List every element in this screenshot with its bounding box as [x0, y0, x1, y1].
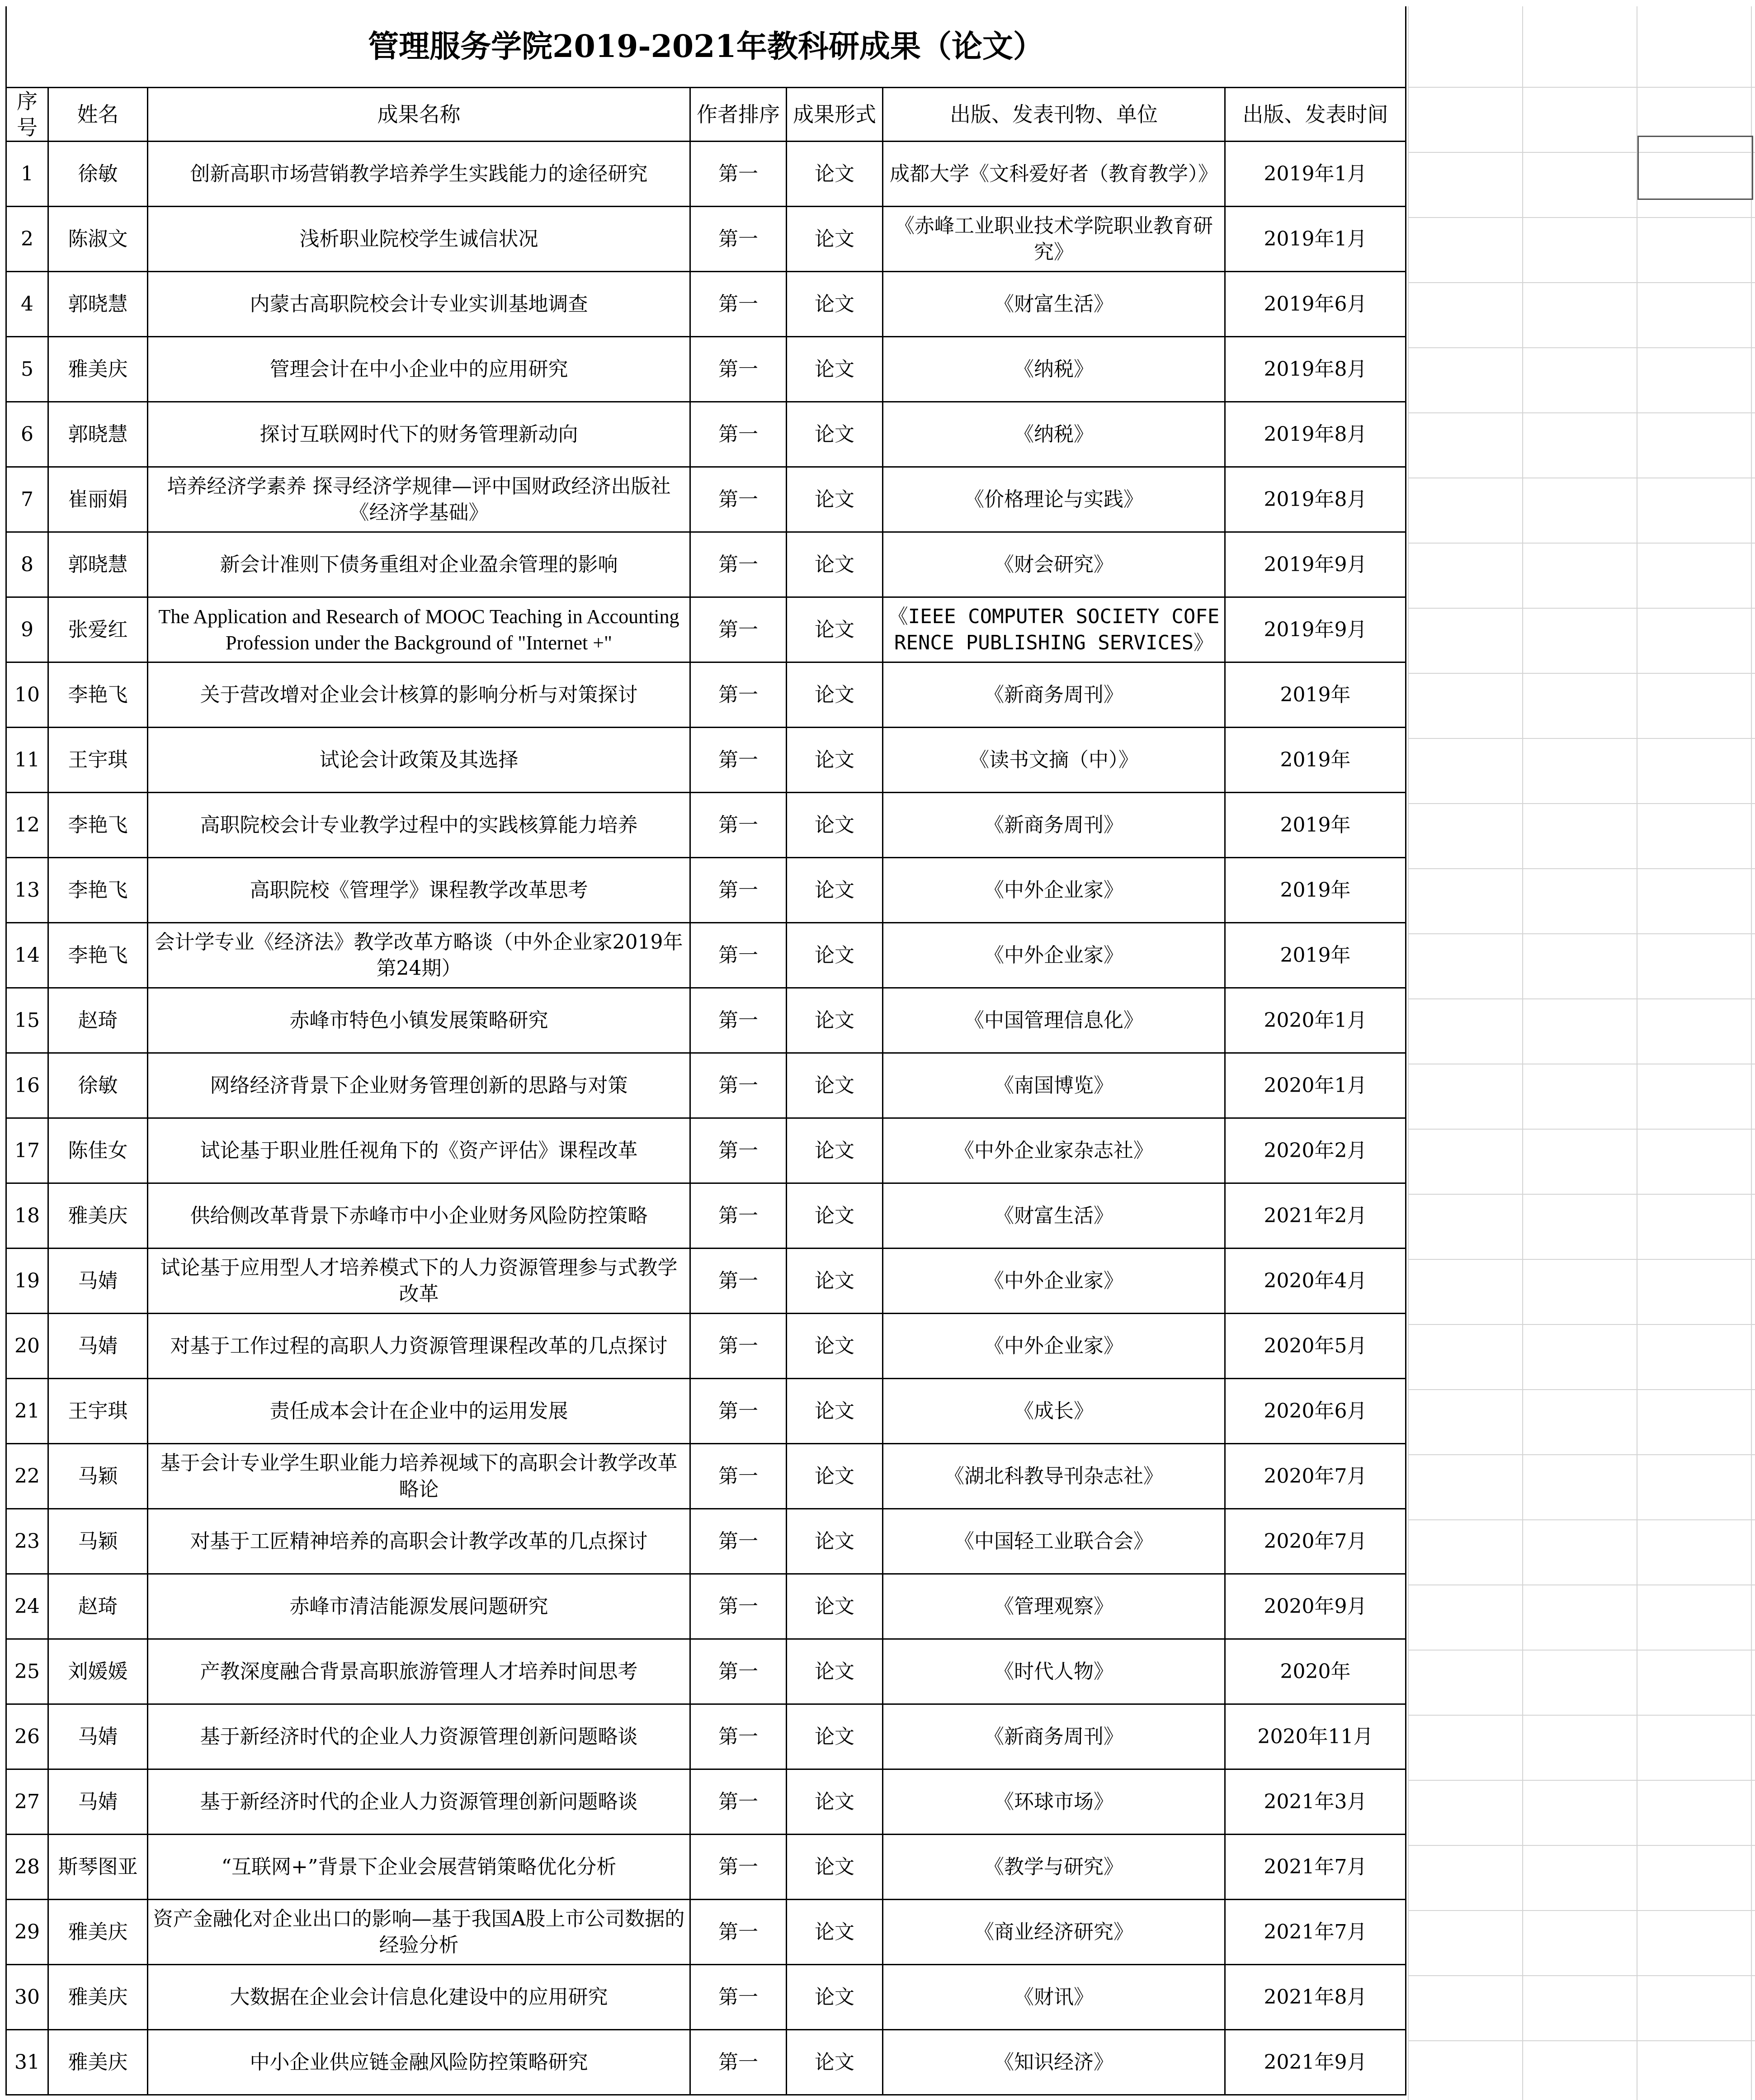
cell-rank[interactable]: 第一	[690, 207, 787, 272]
cell-time[interactable]: 2019年8月	[1225, 402, 1406, 467]
cell-form[interactable]: 论文	[787, 1900, 883, 1965]
cell-rank[interactable]: 第一	[690, 532, 787, 597]
cell-rank[interactable]: 第一	[690, 142, 787, 207]
cell-name[interactable]: 陈佳女	[48, 1118, 148, 1183]
spreadsheet-grid-area[interactable]	[1408, 6, 1755, 2100]
cell-form[interactable]: 论文	[787, 1769, 883, 1835]
cell-rank[interactable]: 第一	[690, 1835, 787, 1900]
cell-no[interactable]: 23	[6, 1509, 48, 1574]
cell-rank[interactable]: 第一	[690, 1900, 787, 1965]
table-row	[6, 1314, 1406, 1379]
table-row	[6, 988, 1406, 1053]
cell-publication[interactable]: 《商业经济研究》	[883, 1900, 1225, 1965]
cell-publication[interactable]: 《成长》	[883, 1379, 1225, 1444]
cell-rank[interactable]: 第一	[690, 337, 787, 402]
cell-no[interactable]: 26	[6, 1704, 48, 1769]
cell-rank[interactable]: 第一	[690, 728, 787, 793]
cell-publication[interactable]: 《中外企业家》	[883, 923, 1225, 988]
cell-publication[interactable]: 《财讯》	[883, 1965, 1225, 2030]
cell-form[interactable]: 论文	[787, 923, 883, 988]
cell-title[interactable]: 基于会计专业学生职业能力培养视域下的高职会计教学改革略论	[148, 1444, 690, 1509]
cell-name[interactable]: 张爱红	[48, 597, 148, 662]
cell-rank[interactable]: 第一	[690, 1639, 787, 1704]
table-row	[6, 1574, 1406, 1639]
table-row	[6, 1704, 1406, 1769]
cell-name[interactable]: 赵琦	[48, 1574, 148, 1639]
cell-form[interactable]: 论文	[787, 467, 883, 532]
cell-rank[interactable]: 第一	[690, 1053, 787, 1118]
cell-time[interactable]: 2021年3月	[1225, 1769, 1406, 1835]
cell-publication[interactable]: 《纳税》	[883, 337, 1225, 402]
table-row	[6, 467, 1406, 532]
cell-time[interactable]: 2021年8月	[1225, 1965, 1406, 2030]
cell-rank[interactable]: 第一	[690, 988, 787, 1053]
header-row	[6, 88, 1406, 142]
table-row	[6, 597, 1406, 662]
cell-time[interactable]: 2019年8月	[1225, 337, 1406, 402]
cell-publication[interactable]: 《读书文摘（中）》	[883, 728, 1225, 793]
table-row	[6, 402, 1406, 467]
table-row	[6, 662, 1406, 728]
cell-form[interactable]: 论文	[787, 1314, 883, 1379]
cell-time[interactable]: 2019年9月	[1225, 597, 1406, 662]
cell-form[interactable]: 论文	[787, 272, 883, 337]
cell-form[interactable]: 论文	[787, 988, 883, 1053]
table-row	[6, 207, 1406, 272]
cell-publication[interactable]: 《教学与研究》	[883, 1835, 1225, 1900]
cell-rank[interactable]: 第一	[690, 1574, 787, 1639]
cell-form[interactable]: 论文	[787, 2030, 883, 2095]
results-sheet	[5, 6, 1406, 2095]
cell-title[interactable]: 试论基于应用型人才培养模式下的人力资源管理参与式教学改革	[148, 1249, 690, 1314]
cell-time[interactable]: 2021年9月	[1225, 2030, 1406, 2095]
cell-rank[interactable]: 第一	[690, 1314, 787, 1379]
cell-name[interactable]: 李艳飞	[48, 793, 148, 858]
table-row	[6, 272, 1406, 337]
table-row	[6, 1444, 1406, 1509]
table-row	[6, 1118, 1406, 1183]
cell-form[interactable]: 论文	[787, 1965, 883, 2030]
table-row	[6, 793, 1406, 858]
cell-publication[interactable]: 成都大学《文科爱好者（教育教学）》	[883, 142, 1225, 207]
cell-name[interactable]: 雅美庆	[48, 1900, 148, 1965]
table-row	[6, 1249, 1406, 1314]
cell-time[interactable]: 2020年1月	[1225, 988, 1406, 1053]
cell-title[interactable]: 高职院校会计专业教学过程中的实践核算能力培养	[148, 793, 690, 858]
cell-title[interactable]: 网络经济背景下企业财务管理创新的思路与对策	[148, 1053, 690, 1118]
header-rank[interactable]: 作者排序	[690, 88, 787, 142]
cell-title[interactable]: 关于营改增对企业会计核算的影响分析与对策探讨	[148, 662, 690, 728]
cell-publication[interactable]: 《中外企业家》	[883, 858, 1225, 923]
header-time[interactable]: 出版、发表时间	[1225, 88, 1406, 142]
cell-no[interactable]: 8	[6, 532, 48, 597]
cell-time[interactable]: 2020年2月	[1225, 1118, 1406, 1183]
cell-title[interactable]: 内蒙古高职院校会计专业实训基地调查	[148, 272, 690, 337]
cell-title[interactable]: 试论基于职业胜任视角下的《资产评估》课程改革	[148, 1118, 690, 1183]
cell-time[interactable]: 2019年	[1225, 728, 1406, 793]
cell-publication[interactable]: 《湖北科教导刊杂志社》	[883, 1444, 1225, 1509]
cell-form[interactable]: 论文	[787, 1835, 883, 1900]
cell-name[interactable]: 马颖	[48, 1444, 148, 1509]
cell-title[interactable]: 管理会计在中小企业中的应用研究	[148, 337, 690, 402]
cell-time[interactable]: 2020年7月	[1225, 1509, 1406, 1574]
cell-publication[interactable]: 《新商务周刊》	[883, 793, 1225, 858]
cell-time[interactable]: 2020年6月	[1225, 1379, 1406, 1444]
cell-publication[interactable]: 《环球市场》	[883, 1769, 1225, 1835]
header-publication[interactable]: 出版、发表刊物、单位	[883, 88, 1225, 142]
cell-no[interactable]: 18	[6, 1183, 48, 1249]
header-title[interactable]: 成果名称	[148, 88, 690, 142]
cell-publication[interactable]: 《新商务周刊》	[883, 662, 1225, 728]
cell-form[interactable]: 论文	[787, 793, 883, 858]
cell-rank[interactable]: 第一	[690, 1704, 787, 1769]
table-row	[6, 728, 1406, 793]
cell-publication[interactable]: 《IEEE COMPUTER SOCIETY COFERENCE PUBLISHING SERVICES》	[883, 597, 1225, 662]
cell-no[interactable]: 28	[6, 1835, 48, 1900]
cell-no[interactable]: 9	[6, 597, 48, 662]
cell-name[interactable]: 刘媛媛	[48, 1639, 148, 1704]
cell-name[interactable]: 雅美庆	[48, 1965, 148, 2030]
cell-rank[interactable]: 第一	[690, 402, 787, 467]
cell-publication[interactable]: 《中国管理信息化》	[883, 988, 1225, 1053]
cell-name[interactable]: 马婧	[48, 1704, 148, 1769]
cell-title[interactable]: 高职院校《管理学》课程教学改革思考	[148, 858, 690, 923]
cell-time[interactable]: 2019年1月	[1225, 207, 1406, 272]
cell-title[interactable]: 对基于工匠精神培养的高职会计教学改革的几点探讨	[148, 1509, 690, 1574]
cell-rank[interactable]: 第一	[690, 597, 787, 662]
cell-time[interactable]: 2020年11月	[1225, 1704, 1406, 1769]
cell-time[interactable]: 2020年9月	[1225, 1574, 1406, 1639]
cell-time[interactable]: 2019年9月	[1225, 532, 1406, 597]
cell-no[interactable]: 2	[6, 207, 48, 272]
cell-rank[interactable]: 第一	[690, 858, 787, 923]
header-name[interactable]: 姓名	[48, 88, 148, 142]
cell-name[interactable]: 陈淑文	[48, 207, 148, 272]
cell-publication[interactable]: 《纳税》	[883, 402, 1225, 467]
cell-title[interactable]: 产教深度融合背景高职旅游管理人才培养时间思考	[148, 1639, 690, 1704]
cell-no[interactable]: 7	[6, 467, 48, 532]
cell-form[interactable]: 论文	[787, 1574, 883, 1639]
table-row	[6, 337, 1406, 402]
cell-title[interactable]: 新会计准则下债务重组对企业盈余管理的影响	[148, 532, 690, 597]
cell-rank[interactable]: 第一	[690, 1965, 787, 2030]
cell-no[interactable]: 27	[6, 1769, 48, 1835]
cell-form[interactable]: 论文	[787, 662, 883, 728]
cell-name[interactable]: 雅美庆	[48, 1183, 148, 1249]
cell-form[interactable]: 论文	[787, 728, 883, 793]
cell-title[interactable]: 对基于工作过程的高职人力资源管理课程改革的几点探讨	[148, 1314, 690, 1379]
cell-publication[interactable]: 《中外企业家杂志社》	[883, 1118, 1225, 1183]
cell-name[interactable]: 李艳飞	[48, 923, 148, 988]
cell-title[interactable]: 培养经济学素养 探寻经济学规律—评中国财政经济出版社《经济学基础》	[148, 467, 690, 532]
cell-rank[interactable]: 第一	[690, 1118, 787, 1183]
cell-time[interactable]: 2019年	[1225, 662, 1406, 728]
cell-form[interactable]: 论文	[787, 597, 883, 662]
header-no[interactable]: 序号	[6, 88, 48, 142]
cell-title[interactable]: 中小企业供应链金融风险防控策略研究	[148, 2030, 690, 2095]
table-row	[6, 1835, 1406, 1900]
cell-form[interactable]: 论文	[787, 1249, 883, 1314]
cell-name[interactable]: 马婧	[48, 1249, 148, 1314]
cell-publication[interactable]: 《赤峰工业职业技术学院职业教育研究》	[883, 207, 1225, 272]
table-row	[6, 1965, 1406, 2030]
cell-publication[interactable]: 《南国博览》	[883, 1053, 1225, 1118]
cell-rank[interactable]: 第一	[690, 1509, 787, 1574]
cell-time[interactable]: 2019年6月	[1225, 272, 1406, 337]
cell-rank[interactable]: 第一	[690, 1444, 787, 1509]
cell-publication[interactable]: 《财会研究》	[883, 532, 1225, 597]
cell-form[interactable]: 论文	[787, 532, 883, 597]
cell-form[interactable]: 论文	[787, 337, 883, 402]
cell-title[interactable]: 基于新经济时代的企业人力资源管理创新问题略谈	[148, 1769, 690, 1835]
cell-title[interactable]: 资产金融化对企业出口的影响—基于我国A股上市公司数据的经验分析	[148, 1900, 690, 1965]
cell-no[interactable]: 24	[6, 1574, 48, 1639]
cell-time[interactable]: 2019年	[1225, 793, 1406, 858]
cell-name[interactable]: 崔丽娟	[48, 467, 148, 532]
cell-time[interactable]: 2019年	[1225, 858, 1406, 923]
cell-rank[interactable]: 第一	[690, 662, 787, 728]
cell-name[interactable]: 王宇琪	[48, 1379, 148, 1444]
cell-no[interactable]: 6	[6, 402, 48, 467]
cell-title[interactable]: 探讨互联网时代下的财务管理新动向	[148, 402, 690, 467]
cell-form[interactable]: 论文	[787, 1053, 883, 1118]
cell-no[interactable]: 16	[6, 1053, 48, 1118]
cell-name[interactable]: 徐敏	[48, 1053, 148, 1118]
cell-rank[interactable]: 第一	[690, 1183, 787, 1249]
cell-form[interactable]: 论文	[787, 1509, 883, 1574]
cell-title[interactable]: 供给侧改革背景下赤峰市中小企业财务风险防控策略	[148, 1183, 690, 1249]
cell-time[interactable]: 2020年1月	[1225, 1053, 1406, 1118]
title-row	[6, 6, 1406, 88]
cell-publication[interactable]: 《财富生活》	[883, 1183, 1225, 1249]
cell-time[interactable]: 2020年7月	[1225, 1444, 1406, 1509]
cell-time[interactable]: 2020年5月	[1225, 1314, 1406, 1379]
cell-title[interactable]: “互联网+”背景下企业会展营销策略优化分析	[148, 1835, 690, 1900]
cell-no[interactable]: 5	[6, 337, 48, 402]
cell-rank[interactable]: 第一	[690, 793, 787, 858]
cell-name[interactable]: 斯琴图亚	[48, 1835, 148, 1900]
cell-form[interactable]: 论文	[787, 1183, 883, 1249]
cell-publication[interactable]: 《中外企业家》	[883, 1314, 1225, 1379]
cell-title[interactable]: 赤峰市特色小镇发展策略研究	[148, 988, 690, 1053]
table-row	[6, 1053, 1406, 1118]
table-row	[6, 142, 1406, 207]
cell-form[interactable]: 论文	[787, 1704, 883, 1769]
cell-title[interactable]: 试论会计政策及其选择	[148, 728, 690, 793]
cell-no[interactable]: 14	[6, 923, 48, 988]
cell-form[interactable]: 论文	[787, 1444, 883, 1509]
cell-no[interactable]: 20	[6, 1314, 48, 1379]
cell-time[interactable]: 2021年7月	[1225, 1900, 1406, 1965]
cell-title[interactable]: The Application and Research of MOOC Teaching in Accounting Profession under the Background of "Internet +"	[148, 597, 690, 662]
table-row	[6, 1769, 1406, 1835]
selected-cell[interactable]	[1637, 136, 1753, 200]
cell-no[interactable]: 13	[6, 858, 48, 923]
cell-form[interactable]: 论文	[787, 1118, 883, 1183]
cell-time[interactable]: 2021年2月	[1225, 1183, 1406, 1249]
table-title: 管理服务学院2019-2021年教科研成果（论文）	[6, 6, 1406, 88]
cell-time[interactable]: 2019年8月	[1225, 467, 1406, 532]
table-row	[6, 1379, 1406, 1444]
cell-no[interactable]: 30	[6, 1965, 48, 2030]
cell-name[interactable]: 雅美庆	[48, 337, 148, 402]
cell-time[interactable]: 2019年1月	[1225, 142, 1406, 207]
cell-no[interactable]: 17	[6, 1118, 48, 1183]
cell-title[interactable]: 基于新经济时代的企业人力资源管理创新问题略谈	[148, 1704, 690, 1769]
cell-no[interactable]: 12	[6, 793, 48, 858]
cell-time[interactable]: 2020年	[1225, 1639, 1406, 1704]
cell-time[interactable]: 2021年7月	[1225, 1835, 1406, 1900]
cell-publication[interactable]: 《时代人物》	[883, 1639, 1225, 1704]
cell-rank[interactable]: 第一	[690, 467, 787, 532]
cell-name[interactable]: 郭晓慧	[48, 272, 148, 337]
cell-publication[interactable]: 《知识经济》	[883, 2030, 1225, 2095]
table-row	[6, 1900, 1406, 1965]
cell-no[interactable]: 1	[6, 142, 48, 207]
table-row	[6, 1639, 1406, 1704]
cell-name[interactable]: 郭晓慧	[48, 532, 148, 597]
cell-no[interactable]: 4	[6, 272, 48, 337]
cell-no[interactable]: 19	[6, 1249, 48, 1314]
cell-time[interactable]: 2020年4月	[1225, 1249, 1406, 1314]
table-row	[6, 858, 1406, 923]
cell-rank[interactable]: 第一	[690, 1379, 787, 1444]
table-row	[6, 2030, 1406, 2095]
cell-form[interactable]: 论文	[787, 207, 883, 272]
cell-name[interactable]: 郭晓慧	[48, 402, 148, 467]
cell-publication[interactable]: 《财富生活》	[883, 272, 1225, 337]
cell-form[interactable]: 论文	[787, 142, 883, 207]
cell-name[interactable]: 李艳飞	[48, 858, 148, 923]
cell-name[interactable]: 李艳飞	[48, 662, 148, 728]
cell-name[interactable]: 马婧	[48, 1314, 148, 1379]
cell-title[interactable]: 会计学专业《经济法》教学改革方略谈（中外企业家2019年第24期）	[148, 923, 690, 988]
cell-name[interactable]: 徐敏	[48, 142, 148, 207]
cell-name[interactable]: 马婧	[48, 1769, 148, 1835]
results-table	[5, 6, 1406, 2095]
cell-publication[interactable]: 《中外企业家》	[883, 1249, 1225, 1314]
table-row	[6, 1509, 1406, 1574]
cell-title[interactable]: 责任成本会计在企业中的运用发展	[148, 1379, 690, 1444]
cell-publication[interactable]: 《中国轻工业联合会》	[883, 1509, 1225, 1574]
cell-name[interactable]: 王宇琪	[48, 728, 148, 793]
cell-publication[interactable]: 《新商务周刊》	[883, 1704, 1225, 1769]
cell-time[interactable]: 2019年	[1225, 923, 1406, 988]
header-form[interactable]: 成果形式	[787, 88, 883, 142]
table-row	[6, 532, 1406, 597]
cell-title[interactable]: 大数据在企业会计信息化建设中的应用研究	[148, 1965, 690, 2030]
cell-no[interactable]: 22	[6, 1444, 48, 1509]
cell-form[interactable]: 论文	[787, 402, 883, 467]
cell-rank[interactable]: 第一	[690, 272, 787, 337]
cell-rank[interactable]: 第一	[690, 923, 787, 988]
cell-no[interactable]: 10	[6, 662, 48, 728]
cell-publication[interactable]: 《管理观察》	[883, 1574, 1225, 1639]
cell-rank[interactable]: 第一	[690, 1249, 787, 1314]
table-row	[6, 923, 1406, 988]
cell-name[interactable]: 赵琦	[48, 988, 148, 1053]
cell-no[interactable]: 29	[6, 1900, 48, 1965]
cell-title[interactable]: 浅析职业院校学生诚信状况	[148, 207, 690, 272]
cell-form[interactable]: 论文	[787, 1639, 883, 1704]
cell-no[interactable]: 25	[6, 1639, 48, 1704]
cell-title[interactable]: 创新高职市场营销教学培养学生实践能力的途径研究	[148, 142, 690, 207]
cell-title[interactable]: 赤峰市清洁能源发展问题研究	[148, 1574, 690, 1639]
cell-rank[interactable]: 第一	[690, 2030, 787, 2095]
cell-no[interactable]: 15	[6, 988, 48, 1053]
cell-form[interactable]: 论文	[787, 858, 883, 923]
cell-name[interactable]: 马颖	[48, 1509, 148, 1574]
cell-no[interactable]: 11	[6, 728, 48, 793]
cell-rank[interactable]: 第一	[690, 1769, 787, 1835]
cell-publication[interactable]: 《价格理论与实践》	[883, 467, 1225, 532]
table-row	[6, 1183, 1406, 1249]
cell-no[interactable]: 31	[6, 2030, 48, 2095]
spreadsheet-grid-top	[1408, 6, 1755, 87]
cell-form[interactable]: 论文	[787, 1379, 883, 1444]
cell-name[interactable]: 雅美庆	[48, 2030, 148, 2095]
cell-no[interactable]: 21	[6, 1379, 48, 1444]
